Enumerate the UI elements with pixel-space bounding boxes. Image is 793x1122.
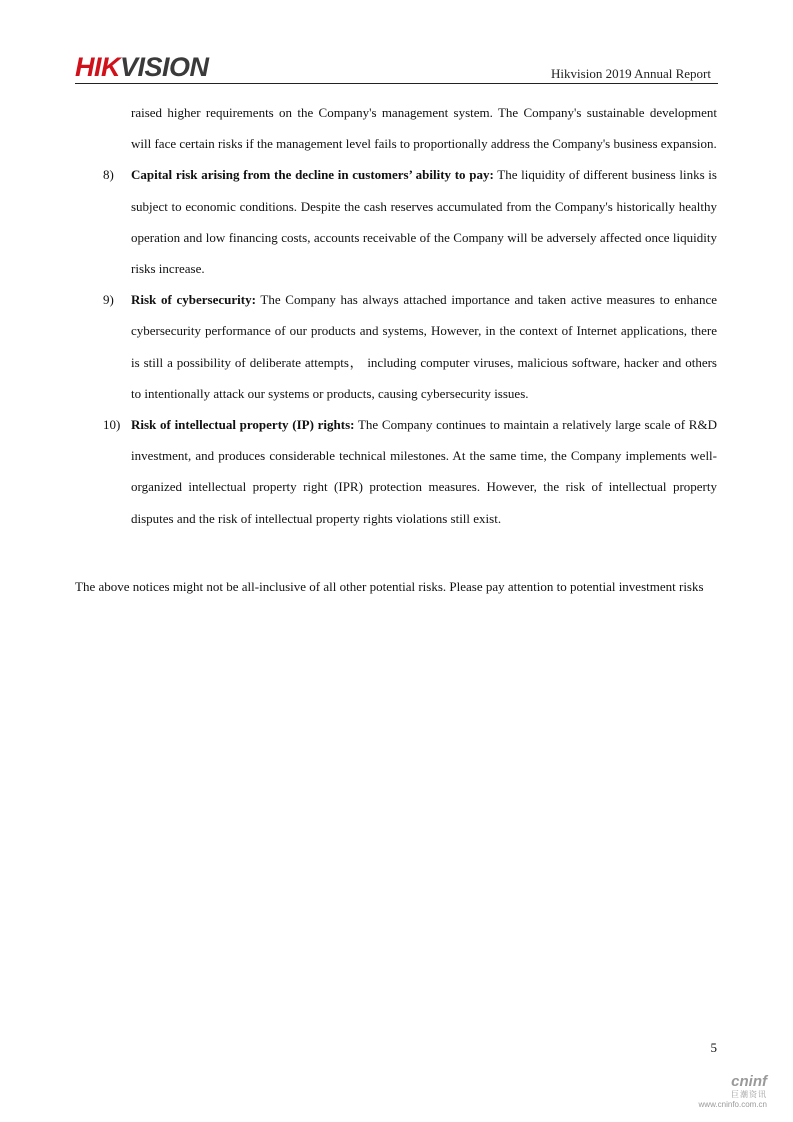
watermark-brand: cninf <box>731 1073 767 1090</box>
list-number: 8) <box>103 167 114 183</box>
risk-item-10 <box>75 409 717 534</box>
logo-red-part: HIK <box>75 52 120 82</box>
risk-text: The liquidity of different business links is subject to economic conditions. Despite the cash reserves accumulated from the Company's historically healthy operation and low financing costs, accounts receivable of the Company will be adversely affected once liquidity risks increase. <box>131 167 717 277</box>
risk-title: Capital risk arising from the decline in customers’ ability to pay: <box>131 167 494 183</box>
risk-title: Risk of cybersecurity: <box>131 292 256 308</box>
watermark-url: www.cninfo.com.cn <box>698 1100 767 1109</box>
list-number: 9) <box>103 292 114 308</box>
cninfo-watermark <box>699 1074 767 1110</box>
risk-item-8 <box>75 159 717 284</box>
hikvision-logo <box>75 52 209 82</box>
continuation-paragraph: raised higher requirements on the Company's management system. The Company's sustainable development will face certain risks if the management level fails to proportionally address the Company's business expansion. <box>131 105 717 152</box>
page-number: 5 <box>710 1040 717 1055</box>
watermark-subtitle: 巨潮资讯 <box>731 1090 767 1099</box>
risk-title: Risk of intellectual property (IP) rights: <box>131 417 355 433</box>
risk-text: The Company has always attached importance and taken active measures to enhance cybersecurity performance of our products and systems, However, in the context of Internet applications, there is still a possibility of deliberate attempts， including computer viruses, malicious software, hacker and others to intentionally attack our systems or products, causing cybersecurity issues. <box>131 292 717 401</box>
logo-dark-part: VISION <box>120 52 209 82</box>
list-number: 10) <box>103 417 121 433</box>
page-content <box>75 97 717 602</box>
closing-paragraph: The above notices might not be all-inclusive of all other potential risks. Please pay attention to potential investment risks <box>75 578 704 594</box>
report-title: Hikvision 2019 Annual Report <box>551 66 711 81</box>
risk-text: The Company continues to maintain a relatively large scale of R&D investment, and produces considerable technical milestones. At the same time, the Company implements well-organized intellectual property right (IPR) protection measures. However, the risk of intellectual property disputes and the risk of intellectual property rights violations still exist. <box>131 417 717 526</box>
risk-item-9 <box>75 284 717 409</box>
header-divider <box>75 83 718 84</box>
